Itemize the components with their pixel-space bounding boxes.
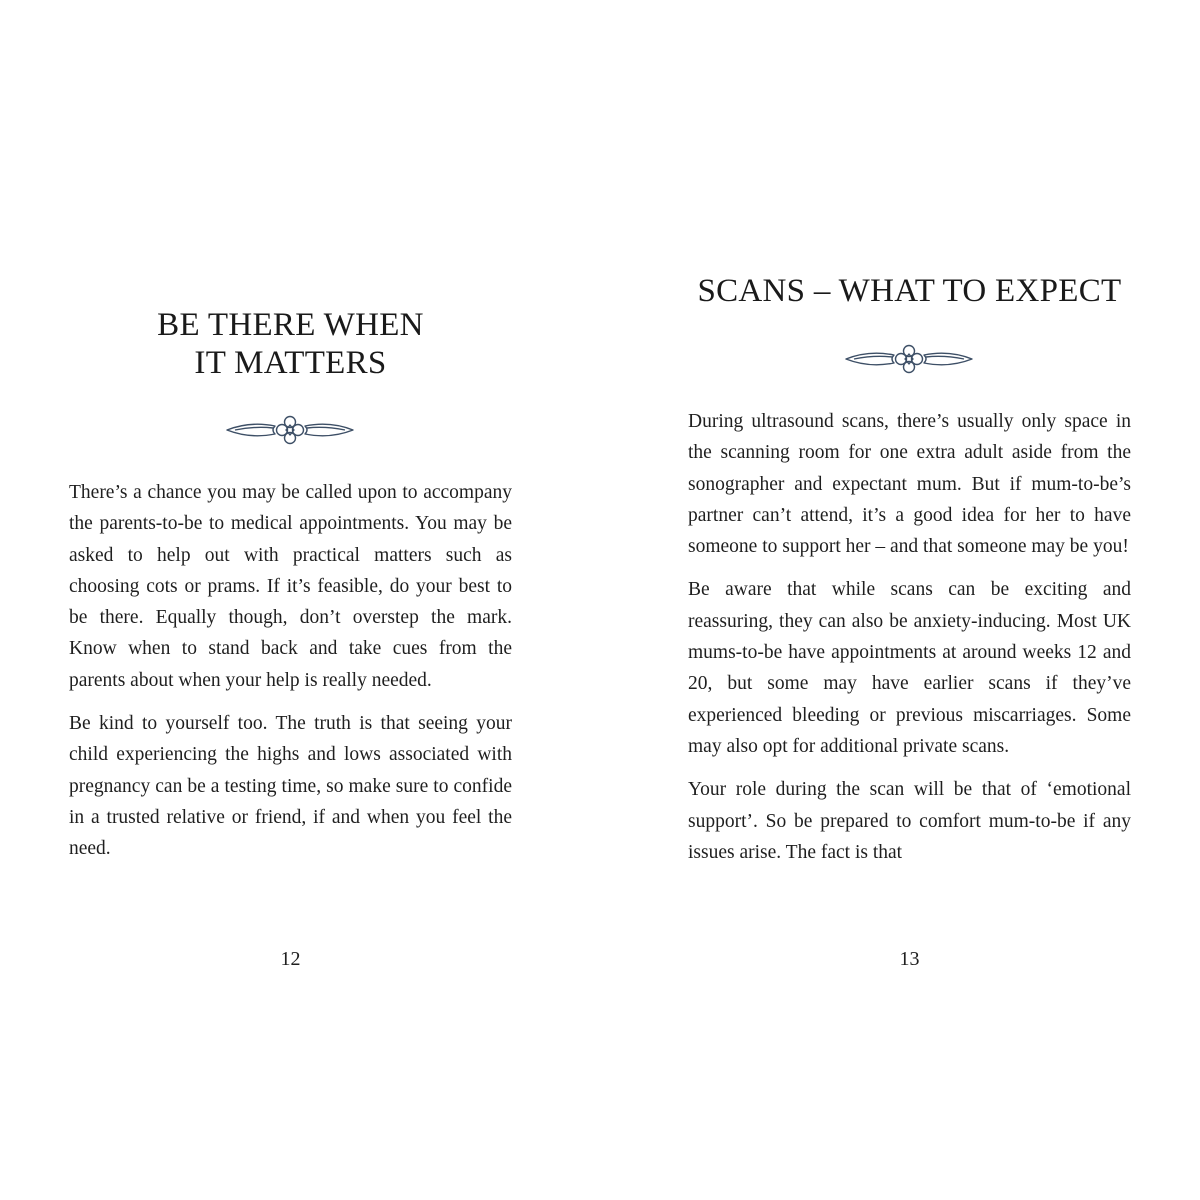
flourish-divider-icon <box>225 413 355 447</box>
left-page-number: 12 <box>280 948 301 970</box>
right-page-number: 13 <box>899 948 920 970</box>
flourish-divider-icon <box>844 342 974 376</box>
left-heading-line-2: IT MATTERS <box>194 345 387 381</box>
right-paragraph-1: During ultrasound scans, there’s usually only space in the scanning room for one extra adult aside from the sonographer and expectant mum. But if mum-to-be’s partner can’t attend, it’s a good idea for her to have someone to support her – and that someone may be you! <box>688 411 1131 558</box>
left-page-heading <box>69 306 512 382</box>
right-paragraph-3: Your role during the scan will be that of ‘emotional support’. So be prepared to comfort mum-to-be if any issues arise. The fact is that <box>688 779 1131 863</box>
left-paragraph-1: There’s a chance you may be called upon to accompany the parents-to-be to medical appointments. You may be asked to help out with practical matters such as choosing cots or prams. If it’s feasible, do your best to be there. Equally though, don’t overstep the mark. Know when to stand back and take cues from the parents about when your help is really needed. <box>69 482 512 691</box>
left-heading-line-1: BE THERE WHEN <box>157 307 424 343</box>
left-paragraph-2: Be kind to yourself too. The truth is that seeing your child experiencing the highs and lows associated with pregnancy can be a testing time, so make sure to confide in a trusted relative or friend, if and when you feel the need. <box>69 713 512 860</box>
right-paragraph-2: Be aware that while scans can be exciting and reassuring, they can also be anxiety-inducing. Most UK mums-to-be have appointments at around weeks 12 and 20, but some may have earlier scans if they’ve experienced bleeding or previous miscarriages. Some may also opt for additional private scans. <box>688 579 1131 757</box>
right-page-body <box>688 406 1131 880</box>
left-page-body <box>69 477 512 877</box>
right-page-heading: SCANS – WHAT TO EXPECT <box>697 273 1122 309</box>
